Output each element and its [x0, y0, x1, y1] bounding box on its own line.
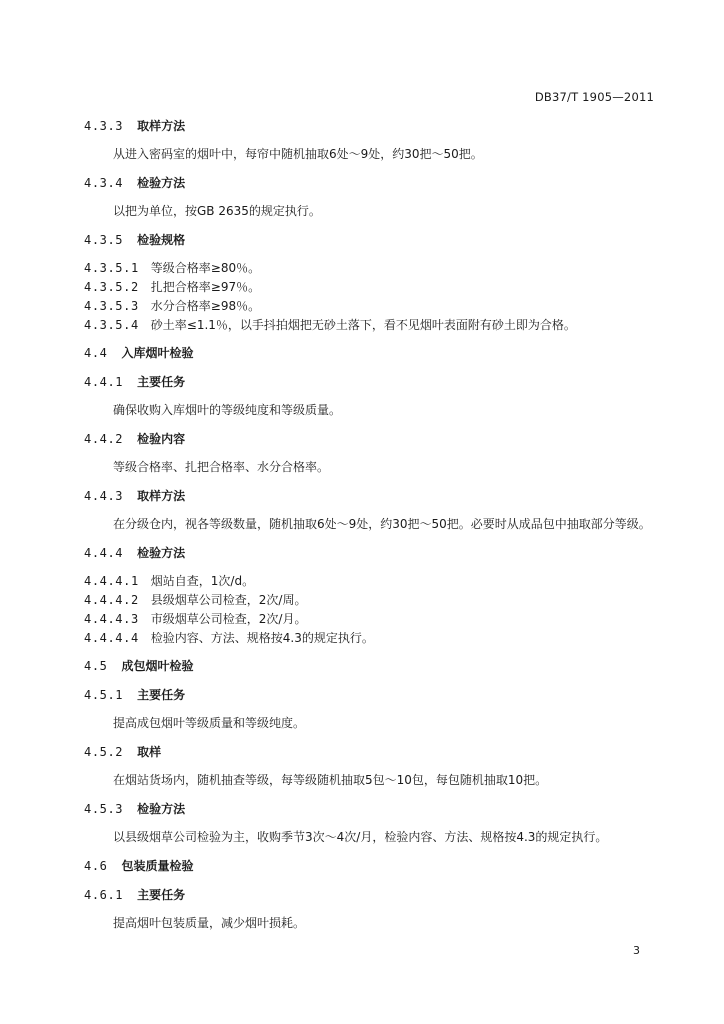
section-title: 成包烟叶检验 [121, 659, 194, 673]
section-number: 4.3.4 [84, 176, 124, 190]
list-item [84, 631, 374, 645]
body-paragraph: 提高烟叶包装质量，减少烟叶损耗。 [113, 916, 306, 930]
item-number: 4.4.4.3 [84, 612, 139, 626]
item-text: 水分合格率≥98％。 [150, 299, 261, 313]
section-title: 入库烟叶检验 [121, 346, 194, 360]
item-text: 砂土率≤1.1％，以手抖拍烟把无砂土落下，看不见烟叶表面附有砂土即为合格。 [150, 318, 576, 332]
item-number: 4.4.4.1 [84, 574, 139, 588]
section-number: 4.4 [84, 346, 108, 360]
body-paragraph: 在烟站货场内，随机抽查等级，每等级随机抽取5包～10包，每包随机抽取10把。 [113, 773, 548, 787]
item-text: 市级烟草公司检查，2次/月。 [150, 612, 307, 626]
section-number: 4.5.2 [84, 745, 124, 759]
section-title: 取样方法 [137, 119, 186, 133]
section-number: 4.6 [84, 859, 108, 873]
section-title: 包装质量检验 [121, 859, 194, 873]
list-item [84, 280, 260, 294]
item-number: 4.3.5.1 [84, 261, 139, 275]
list-item [84, 261, 260, 275]
item-text: 扎把合格率≥97％。 [150, 280, 261, 294]
item-number: 4.3.5.3 [84, 299, 139, 313]
list-item [84, 593, 306, 607]
section-heading [84, 745, 161, 759]
section-heading [84, 346, 194, 360]
section-heading [84, 546, 185, 560]
section-number: 4.5.1 [84, 688, 124, 702]
standard-code: DB37/T 1905—2011 [534, 90, 654, 104]
section-heading [84, 489, 185, 503]
section-number: 4.4.3 [84, 489, 124, 503]
section-title: 检验方法 [137, 176, 186, 190]
body-paragraph: 以把为单位，按GB 2635的规定执行。 [113, 204, 321, 218]
body-paragraph: 从进入密码室的烟叶中，每帘中随机抽取6处～9处，约30把～50把。 [113, 147, 483, 161]
item-text: 烟站自查，1次/d。 [150, 574, 255, 588]
item-text: 检验内容、方法、规格按4.3的规定执行。 [150, 631, 374, 645]
body-paragraph: 确保收购入库烟叶的等级纯度和等级质量。 [113, 403, 342, 417]
section-title: 检验内容 [137, 432, 186, 446]
section-number: 4.6.1 [84, 888, 124, 902]
section-heading [84, 688, 185, 702]
section-title: 检验方法 [137, 802, 186, 816]
item-number: 4.4.4.4 [84, 631, 139, 645]
section-heading [84, 432, 185, 446]
item-number: 4.3.5.2 [84, 280, 139, 294]
item-text: 等级合格率≥80％。 [150, 261, 261, 275]
list-item [84, 612, 306, 626]
body-paragraph: 等级合格率、扎把合格率、水分合格率。 [113, 460, 330, 474]
section-heading [84, 888, 185, 902]
section-title: 主要任务 [137, 375, 186, 389]
section-number: 4.5 [84, 659, 108, 673]
list-item [84, 574, 254, 588]
body-paragraph: 在分级仓内，视各等级数量，随机抽取6处～9处，约30把～50把。必要时从成品包中抽取部分等级。 [113, 517, 651, 531]
section-number: 4.4.4 [84, 546, 124, 560]
section-number: 4.4.2 [84, 432, 124, 446]
section-number: 4.3.3 [84, 119, 124, 133]
list-item [84, 299, 260, 313]
section-number: 4.3.5 [84, 233, 124, 247]
body-paragraph: 以县级烟草公司检验为主，收购季节3次～4次/月，检验内容、方法、规格按4.3的规定执行。 [113, 830, 608, 844]
section-heading [84, 233, 185, 247]
item-number: 4.3.5.4 [84, 318, 139, 332]
body-paragraph: 提高成包烟叶等级质量和等级纯度。 [113, 716, 306, 730]
section-title: 检验规格 [137, 233, 186, 247]
list-item [84, 318, 576, 332]
page-number: 3 [633, 944, 640, 957]
section-heading [84, 859, 194, 873]
section-title: 取样 [137, 745, 162, 759]
section-heading [84, 659, 194, 673]
section-heading [84, 375, 185, 389]
section-number: 4.5.3 [84, 802, 124, 816]
section-title: 检验方法 [137, 546, 186, 560]
item-text: 县级烟草公司检查，2次/周。 [150, 593, 307, 607]
section-title: 取样方法 [137, 489, 186, 503]
section-title: 主要任务 [137, 688, 186, 702]
section-title: 主要任务 [137, 888, 186, 902]
section-number: 4.4.1 [84, 375, 124, 389]
section-heading [84, 176, 185, 190]
section-heading [84, 802, 185, 816]
section-heading [84, 119, 185, 133]
item-number: 4.4.4.2 [84, 593, 139, 607]
